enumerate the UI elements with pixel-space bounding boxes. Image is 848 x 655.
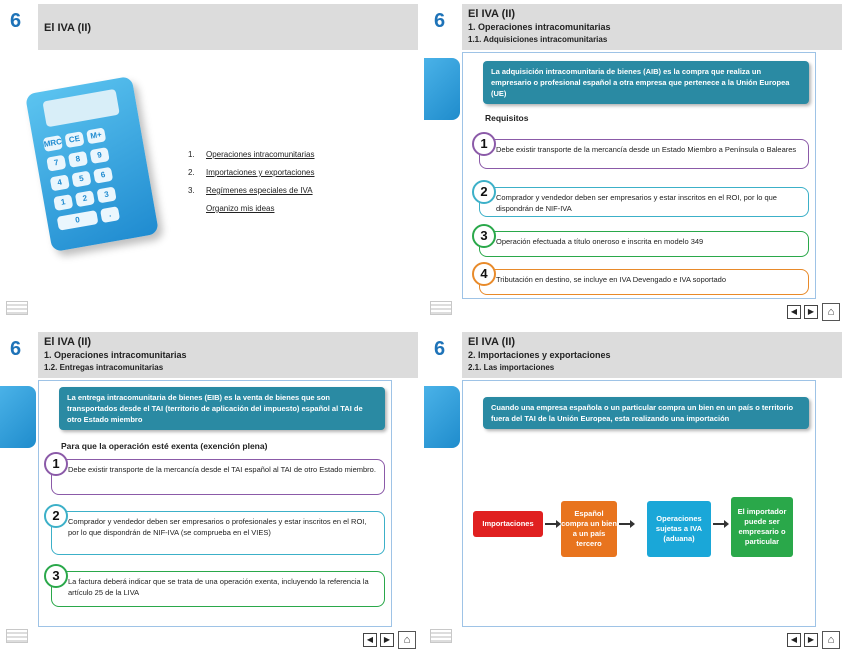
slide-nav <box>787 633 818 647</box>
calc-key: . <box>100 206 120 223</box>
flow-arrow <box>713 523 727 525</box>
item-number: 2 <box>472 180 496 204</box>
requirement-item <box>51 568 385 607</box>
calc-key: 8 <box>68 151 88 168</box>
content-panel <box>462 380 816 627</box>
calc-key: 9 <box>90 147 110 164</box>
calc-key: CE <box>64 131 84 148</box>
item-text: Operación efectuada a título oneroso e inscrita en modelo 349 <box>496 237 704 246</box>
item-number: 3 <box>44 564 68 588</box>
flow-arrow <box>619 523 633 525</box>
item-number: 4 <box>472 262 496 286</box>
calculator-thumbnail <box>424 386 460 448</box>
section-title: 1. Operaciones intracomunitarias <box>468 22 611 32</box>
item-number: 3 <box>472 224 496 248</box>
calculator-thumbnail <box>424 58 460 120</box>
home-icon[interactable]: ⌂ <box>822 631 840 649</box>
requirement-item <box>51 456 385 495</box>
requirement-item <box>479 184 809 217</box>
menu-link[interactable]: Importaciones y exportaciones <box>206 168 315 177</box>
slide-1 <box>0 0 424 327</box>
slide-title: El IVA (II) <box>44 22 92 34</box>
slide-nav <box>787 305 818 319</box>
item-text: Comprador y vendedor deben ser empresarios y estar inscritos en el ROI, por lo que dispondrán de NIF-IVA <box>496 193 777 213</box>
item-text: Tributación en destino, se incluye en IVA Devengado e IVA soportado <box>496 275 727 284</box>
publisher-logo <box>430 301 452 315</box>
calculator-screen <box>42 89 119 127</box>
requirement-item <box>51 508 385 555</box>
menu-item[interactable]: 1. Operaciones intracomunitarias <box>188 150 315 159</box>
slide-nav <box>363 633 394 647</box>
item-text: La factura deberá indicar que se trata de una operación exenta, incluyendo la referencia la artículo 25 de la LIVA <box>68 577 369 597</box>
next-arrow-icon[interactable]: ▶ <box>380 633 394 647</box>
calc-key: 3 <box>97 186 117 203</box>
menu-item[interactable]: 2. Importaciones y exportaciones <box>188 168 315 177</box>
unit-number: 6 <box>10 338 22 360</box>
flow-box-operaciones: Operaciones sujetas a IVA (aduana) <box>647 501 711 557</box>
item-number: 2 <box>44 504 68 528</box>
calc-key: 4 <box>50 174 70 191</box>
slide-title: El IVA (II) <box>44 336 92 348</box>
prev-arrow-icon[interactable]: ◀ <box>787 305 801 319</box>
item-text: Debe existir transporte de la mercancía desde el TAI español al TAI de otro Estado miembro. <box>68 465 376 474</box>
slide-3 <box>0 328 424 655</box>
prev-arrow-icon[interactable]: ◀ <box>363 633 377 647</box>
item-number: 1 <box>472 132 496 156</box>
calculator-image <box>25 76 159 252</box>
publisher-logo <box>430 629 452 643</box>
slide-4 <box>424 328 848 655</box>
home-icon[interactable]: ⌂ <box>398 631 416 649</box>
section-title: 2. Importaciones y exportaciones <box>468 350 611 360</box>
calculator-thumbnail <box>0 386 36 448</box>
unit-number: 6 <box>434 338 446 360</box>
calc-key: 1 <box>53 194 73 211</box>
flow-box-importaciones: Importaciones <box>473 511 543 537</box>
slide-2 <box>424 0 848 327</box>
slide-title: El IVA (II) <box>468 8 516 20</box>
unit-number: 6 <box>10 10 22 32</box>
calc-key: M+ <box>86 127 106 144</box>
section-title: 1. Operaciones intracomunitarias <box>44 350 187 360</box>
item-text: Comprador y vendedor deben ser empresarios o profesionales y estar inscritos en el ROI, por lo que dispondrán de NIF-IVA (se comprueba en el VIES) <box>68 517 367 537</box>
requirement-item <box>479 136 809 169</box>
definition-box: La adquisición intracomunitaria de bienes (AIB) es la compra que realiza un empresario o profesional español a otra empresa que pertenece a la Unión Europea (UE) <box>483 61 809 104</box>
menu-item[interactable]: 3. Regímenes especiales de IVA <box>188 186 313 195</box>
menu-link[interactable]: Organizo mis ideas <box>206 204 275 213</box>
flow-box-importador: El importador puede ser empresario o particular <box>731 497 793 557</box>
calc-key: 0 <box>57 210 99 231</box>
subsection-title: 2.1. Las importaciones <box>468 363 555 372</box>
item-number: 1 <box>44 452 68 476</box>
requirements-title: Para que la operación esté exenta (exención plena) <box>61 441 268 451</box>
calc-key: 5 <box>71 171 91 188</box>
definition-box: La entrega intracomunitaria de bienes (EIB) es la venta de bienes que son transportados desde el TAI (territorio de aplicación del impuesto) español al TAI de otro Estado miembro <box>59 387 385 430</box>
home-icon[interactable]: ⌂ <box>822 303 840 321</box>
menu-link[interactable]: Regímenes especiales de IVA <box>206 186 313 195</box>
flow-arrow <box>545 523 559 525</box>
subsection-title: 1.2. Entregas intracomunitarias <box>44 363 164 372</box>
item-text: Debe existir transporte de la mercancía desde un Estado Miembro a Península o Baleares <box>496 145 797 154</box>
next-arrow-icon[interactable]: ▶ <box>804 633 818 647</box>
requirements-title: Requisitos <box>485 113 529 123</box>
requirement-item <box>479 228 809 257</box>
calc-key: 2 <box>75 190 95 207</box>
definition-box: Cuando una empresa española o un particular compra un bien en un país o territorio fuera del TAI de la Unión Europea, esta realizando una importación <box>483 397 809 429</box>
content-panel <box>462 52 816 299</box>
requirement-item <box>479 266 809 295</box>
publisher-logo <box>6 301 28 315</box>
flow-box-compra: Español compra un bien a un país tercero <box>561 501 617 557</box>
calc-key: 7 <box>46 155 66 172</box>
publisher-logo <box>6 629 28 643</box>
content-panel <box>38 380 392 627</box>
unit-number: 6 <box>434 10 446 32</box>
calc-key: MRC <box>43 135 63 152</box>
subsection-title: 1.1. Adquisiciones intracomunitarias <box>468 35 608 44</box>
topic-menu <box>188 146 315 218</box>
menu-item[interactable] <box>188 200 315 218</box>
prev-arrow-icon[interactable]: ◀ <box>787 633 801 647</box>
next-arrow-icon[interactable]: ▶ <box>804 305 818 319</box>
calc-key: 6 <box>93 167 113 184</box>
header-bar <box>38 4 418 50</box>
slide-title: El IVA (II) <box>468 336 516 348</box>
menu-link[interactable]: Operaciones intracomunitarias <box>206 150 315 159</box>
